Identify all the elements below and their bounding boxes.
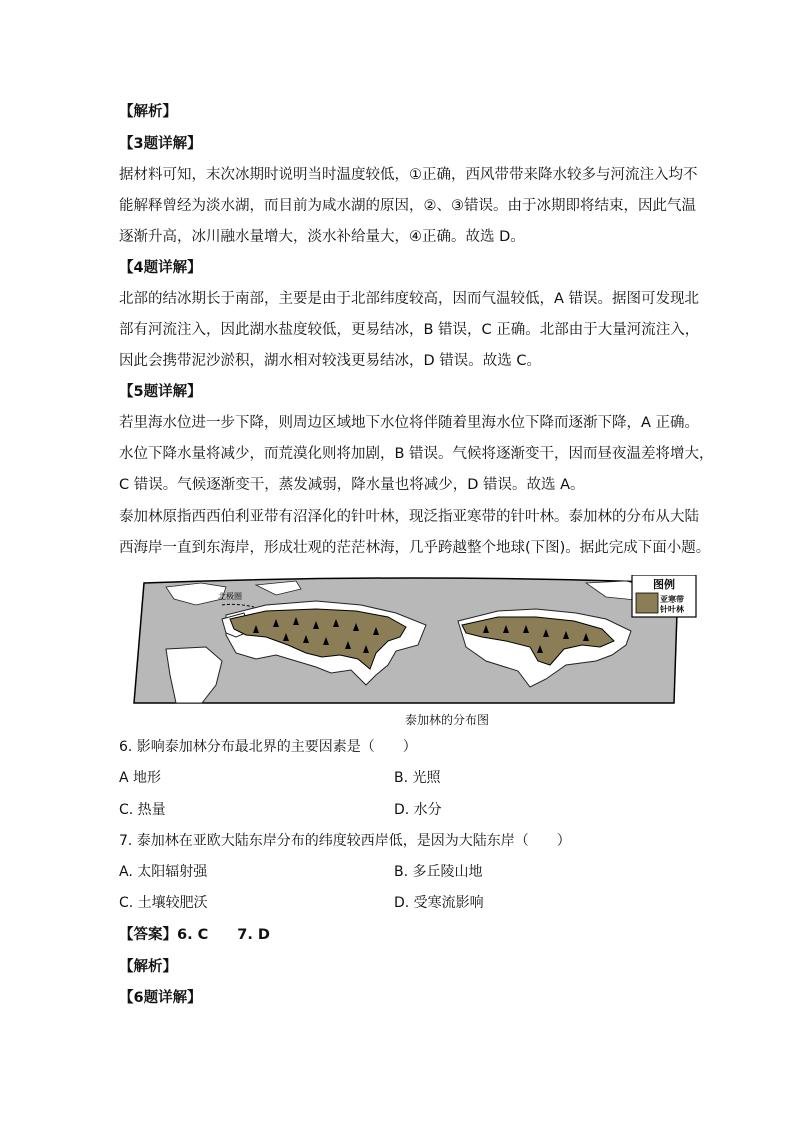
paragraph-line: 北部的结冰期长于南部，主要是由于北部纬度较高，因而气温较低，A 错误。据图可发现北 [119,291,700,307]
heading-q3: 【3题详解】 [119,136,202,152]
legend-swatch [636,593,658,613]
paragraph-line: 水位下降水量将减少，而荒漠化则将加剧，B 错误。气候将逐渐变干，因而昼夜温差将增大， [119,446,714,462]
line-jiexi-2: 【解析】 [119,959,177,975]
arctic-circle-label: 北极圈 [218,592,242,601]
q6-option-d: D. 水分 [394,802,442,818]
paragraph-line: 能解释曾经为淡水湖，而目前为咸水湖的原因，②、③错误。由于冰期即将结束，因此气温 [119,198,696,214]
q6-stem: 6. 影响泰加林分布最北界的主要因素是（ ） [119,739,417,755]
answer-line: 【答案】6. C 7. D [119,927,270,943]
q6-option-c: C. 热量 [119,802,166,818]
line-jiexi-1: 【解析】 [119,104,177,120]
q7-option-c: C. 土壤较肥沃 [119,895,208,911]
heading-q4: 【4题详解】 [119,260,202,276]
paragraph-line: 逐渐升高，冰川融水量增大，淡水补给量大，④正确。故选 D。 [119,229,525,245]
heading-q6: 【6题详解】 [119,990,202,1006]
paragraph-line: 因此会携带泥沙淤积，湖水相对较浅更易结冰，D 错误。故选 C。 [119,353,542,369]
paragraph-line: 若里海水位进一步下降，则周边区域地下水位将伴随着里海水位下降而逐渐下降，A 正确。 [119,415,700,431]
paragraph-line: 部有河流注入，因此湖水盐度较低，更易结冰，B 错误，C 正确。北部由于大量河流注入， [119,322,700,338]
heading-q5: 【5题详解】 [119,384,202,400]
paragraph-line: 西海岸一直到东海岸，形成壮观的茫茫林海，几乎跨越整个地球(下图)。据此完成下面小题。 [119,540,711,556]
q7-option-d: D. 受寒流影响 [394,895,484,911]
q6-option-b: B. 光照 [394,770,441,786]
taiga-distribution-map [126,575,698,705]
legend-label-2: 针叶林 [660,605,684,614]
q6-option-a: A 地形 [119,770,162,786]
paragraph-line: C 错误。气候逐渐变干，蒸发减弱，降水量也将减少，D 错误。故选 A。 [119,477,585,493]
map-caption: 泰加林的分布图 [405,713,490,727]
q7-option-a: A. 太阳辐射强 [119,864,208,880]
paragraph-line: 泰加林原指西西伯利亚带有沼泽化的针叶林，现泛指亚寒带的针叶林。泰加林的分布从大陆 [119,509,699,525]
paragraph-line: 据材料可知，末次冰期时说明当时温度较低，①正确，西风带带来降水较多与河流注入均不 [119,167,698,183]
q7-stem: 7. 泰加林在亚欧大陆东岸分布的纬度较西岸低，是因为大陆东岸（ ） [119,833,571,849]
q7-option-b: B. 多丘陵山地 [394,864,483,880]
legend-label-1: 亚寒带 [660,595,684,604]
legend-title: 图例 [653,578,675,591]
